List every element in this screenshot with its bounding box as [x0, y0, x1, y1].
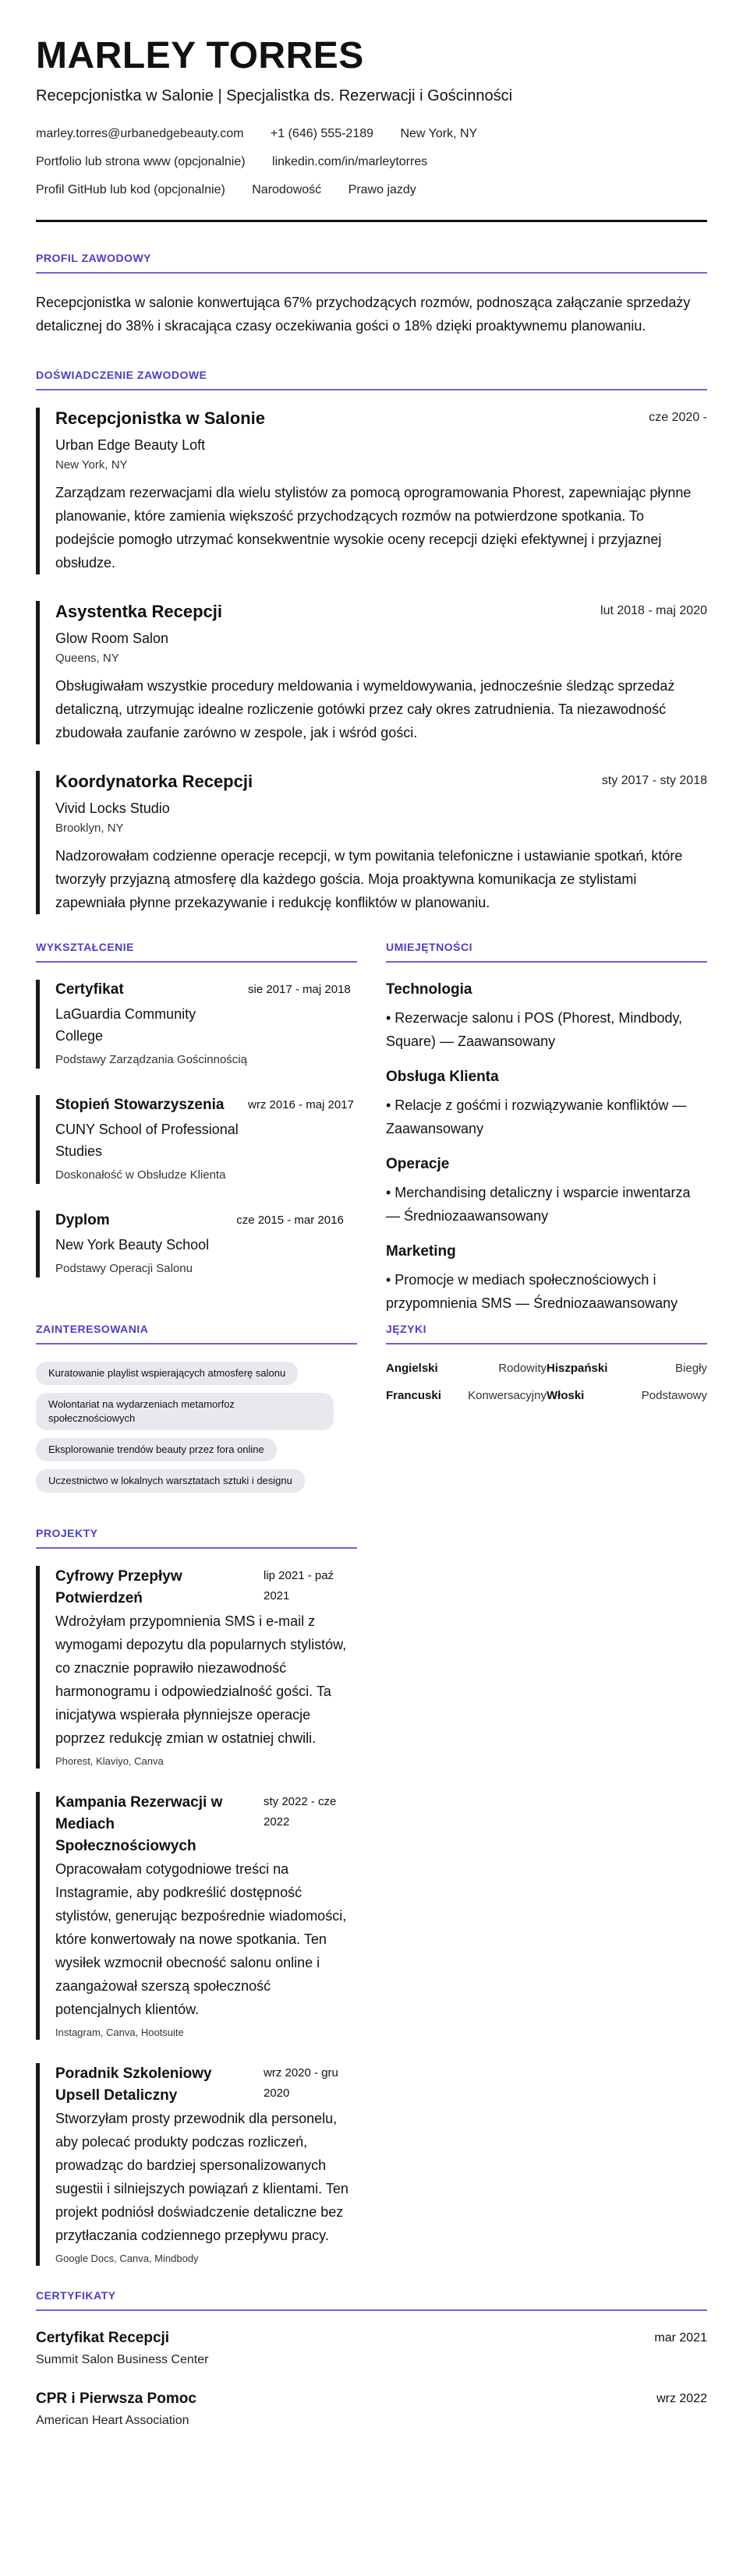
contact-nationality: Narodowość — [252, 183, 322, 196]
job-title: Recepcjonistka w Salonie — [55, 408, 265, 428]
section-title-profile: PROFIL ZAWODOWY — [36, 252, 707, 274]
experience-entry — [36, 408, 707, 574]
contact-portfolio[interactable]: Portfolio lub strona www (opcjonalnie) — [36, 155, 246, 168]
contact-location: New York, NY — [400, 127, 478, 140]
education-school: New York Beauty School — [55, 1237, 210, 1253]
language-level: Rodowity — [498, 1362, 547, 1375]
language-level: Biegły — [675, 1362, 707, 1375]
education-degree: Stopień Stowarzyszenia — [55, 1097, 225, 1113]
project-title: Cyfrowy Przepływ Potwierdzeń — [55, 1568, 182, 1606]
education-date: sie 2017 - maj 2018 — [248, 983, 351, 996]
language-name: Angielski — [386, 1362, 438, 1375]
project-description: Opracowałam cotygodniowe treści na Instagramie, aby podkreślić dostępność stylistów, generując bezpośrednie wiadomości, które konwertowały na nowe spotkania. Ten wysiłek wzmocnił obecność salonu online i zaangażował szerszą społeczność potencjalnych klientów. — [55, 1861, 347, 2017]
candidate-name: MARLEY TORRES — [36, 35, 364, 76]
section-title-projects: PROJEKTY — [36, 1527, 357, 1549]
skill-category: Technologia — [386, 981, 472, 998]
education-degree: Dyplom — [55, 1212, 110, 1228]
section-title-skills: UMIEJĘTNOŚCI — [386, 941, 707, 963]
language-name: Włoski — [547, 1389, 585, 1402]
contact-block — [36, 120, 707, 204]
job-location: New York, NY — [55, 458, 128, 472]
project-date: wrz 2020 - gru 2020 — [264, 2066, 338, 2100]
project-description: Wdrożyłam przypomnienia SMS i e-mail z wymogami depozytu dla popularnych stylistów, co znacznie poprawiło niezawodność harmonogramu i odpowiedzialność gości. Ta inicjatywa wspierała płynniejsze operacje poprzez redukcję zmian w ostatniej chwili. — [55, 1613, 347, 1746]
header-divider — [36, 220, 707, 222]
contact-license: Prawo jazdy — [348, 183, 416, 196]
certification-entry — [36, 2328, 707, 2369]
job-date: sty 2017 - sty 2018 — [601, 774, 707, 787]
languages-column — [386, 1323, 707, 1500]
language-name: Francuski — [386, 1389, 441, 1402]
education-column — [36, 941, 357, 1315]
projects-section — [36, 1527, 357, 2266]
skills-list — [386, 980, 707, 1315]
interest-tag: Kuratowanie playlist wspierających atmosferę salonu — [36, 1362, 298, 1385]
job-title: Koordynatorka Recepcji — [55, 772, 253, 791]
education-skills-row — [36, 941, 707, 1315]
job-description: Zarządzam rezerwacjami dla wielu stylistów za pomocą oprogramowania Phorest, zapewniając płynne planowanie, które zamienia większość przychodzących rozmów na potwierdzone spotkania. To podejście pomogło utrzymać konsekwentnie wysokie oceny recepcji dzięki efektywnej i przyjaznej obsłudze. — [55, 485, 692, 571]
project-entry — [36, 1566, 357, 1769]
project-technologies: Google Docs, Canva, Mindbody — [55, 2253, 199, 2264]
education-date: wrz 2016 - maj 2017 — [248, 1098, 354, 1111]
job-description: Nadzorowałam codzienne operacje recepcji, w tym powitania telefoniczne i ustawianie spotkań, które tworzyły przyjazną atmosferę dla każdego gościa. Moja proaktywna komunikacja ze stylistami zapewniała płynne przekazywanie i redukcję konfliktów w planowaniu. — [55, 848, 683, 910]
skill-category: Obsługa Klienta — [386, 1069, 499, 1085]
job-date: cze 2020 - — [649, 411, 707, 424]
job-location: Queens, NY — [55, 652, 119, 665]
interest-tag: Uczestnictwo w lokalnych warsztatach sztuki i designu — [36, 1469, 305, 1493]
education-field: Podstawy Operacji Salonu — [55, 1262, 193, 1275]
job-date: lut 2018 - maj 2020 — [600, 604, 707, 617]
project-title: Kampania Rezerwacji w Mediach Społecznościowych — [55, 1794, 223, 1854]
skill-item: • Rezerwacje salonu i POS (Phorest, Mindbody, Square) — Zaawansowany — [386, 1010, 683, 1049]
contact-email[interactable]: marley.torres@urbanedgebeauty.com — [36, 127, 244, 140]
section-title-languages: JĘZYKI — [386, 1323, 707, 1345]
candidate-tagline: Recepcjonistka w Salonie | Specjalistka ds. Rezerwacji i Gościnności — [36, 87, 513, 104]
job-location: Brooklyn, NY — [55, 822, 124, 835]
section-title-experience: DOŚWIADCZENIE ZAWODOWE — [36, 369, 707, 390]
certification-entry — [36, 2389, 707, 2429]
section-title-certifications: CERTYFIKATY — [36, 2289, 707, 2311]
job-company: Glow Room Salon — [55, 631, 169, 646]
language-name: Hiszpański — [547, 1362, 608, 1375]
education-school: CUNY School of Professional Studies — [55, 1122, 239, 1159]
education-degree: Certyfikat — [55, 981, 124, 998]
experience-entry — [36, 601, 707, 744]
project-date: sty 2022 - cze 2022 — [264, 1795, 337, 1829]
education-field: Doskonałość w Obsłudze Klienta — [55, 1168, 226, 1182]
certification-issuer: Summit Salon Business Center — [36, 2353, 209, 2366]
skills-column — [386, 941, 707, 1315]
language-level: Podstawowy — [641, 1389, 707, 1402]
certifications-section — [36, 2289, 707, 2429]
job-title: Asystentka Recepcji — [55, 602, 222, 621]
interests-column — [36, 1323, 357, 1500]
project-entry — [36, 2063, 357, 2266]
section-title-education: WYKSZTAŁCENIE — [36, 941, 357, 963]
experience-entry — [36, 771, 707, 914]
interests-tags — [36, 1362, 357, 1500]
certification-date: wrz 2022 — [656, 2392, 707, 2405]
project-title: Poradnik Szkoleniowy Upsell Detaliczny — [55, 2065, 212, 2104]
job-description: Obsługiwałam wszystkie procedury meldowania i wymeldowywania, jednocześnie śledząc sprzedaż detaliczną, utrzymując idealne rozliczenie gotówki przez cały okres zatrudnienia. Ta niezawodność zbudowała zaufanie zarówno w zespole, jak i wśród gości. — [55, 678, 675, 740]
education-entry — [36, 980, 357, 1069]
certification-issuer: American Heart Association — [36, 2414, 189, 2427]
skill-category: Operacje — [386, 1156, 450, 1172]
job-company: Urban Edge Beauty Loft — [55, 437, 206, 453]
interest-tag: Wolontariat na wydarzeniach metamorfoz społecznościowych — [36, 1393, 334, 1430]
certification-name: CPR i Pierwsza Pomoc — [36, 2390, 196, 2407]
language-level: Konwersacyjny — [468, 1389, 547, 1402]
skill-category: Marketing — [386, 1243, 456, 1260]
education-field: Podstawy Zarządzania Gościnnością — [55, 1053, 247, 1066]
languages-grid — [386, 1362, 707, 1402]
skill-item: • Relacje z gośćmi i rozwiązywanie konfliktów — Zaawansowany — [386, 1097, 687, 1136]
certification-date: mar 2021 — [654, 2331, 707, 2345]
project-entry — [36, 1792, 357, 2040]
section-title-interests: ZAINTERESOWANIA — [36, 1323, 357, 1345]
skill-item: • Promocje w mediach społecznościowych i przypomnienia SMS — Średniozaawansowany — [386, 1272, 678, 1311]
education-date: cze 2015 - mar 2016 — [236, 1214, 344, 1227]
contact-github[interactable]: Profil GitHub lub kod (opcjonalnie) — [36, 183, 225, 196]
profile-summary: Recepcjonistka w salonie konwertująca 67% przychodzących rozmów, podnosząca załączanie sprzedaży detalicznej do 38% i skracająca czasy oczekiwania gości o 18% dzięki proaktywnemu planowaniu. — [36, 295, 691, 334]
skill-item: • Merchandising detaliczny i wsparcie inwentarza — Średniozaawansowany — [386, 1185, 691, 1224]
contact-linkedin[interactable]: linkedin.com/in/marleytorres — [272, 155, 428, 168]
education-entry — [36, 1210, 357, 1277]
project-description: Stworzyłam prosty przewodnik dla personelu, aby polecać produkty podczas rozliczeń, prowadząc do bardziej spersonalizowanych sugestii i silniejszych powiązań z klientami. Ten projekt podniósł doświadczenie detaliczne bez przytłaczania codziennego przepływu pracy. — [55, 2111, 349, 2243]
project-date: lip 2021 - paź 2021 — [264, 1569, 334, 1602]
education-school: LaGuardia Community College — [55, 1006, 196, 1044]
project-technologies: Phorest, Klaviyo, Canva — [55, 1755, 164, 1767]
interests-languages-row — [36, 1323, 707, 1500]
interest-tag: Eksplorowanie trendów beauty przez fora online — [36, 1438, 277, 1461]
education-entry — [36, 1095, 357, 1184]
contact-phone[interactable]: +1 (646) 555-2189 — [270, 127, 374, 140]
certification-name: Certyfikat Recepcji — [36, 2330, 170, 2346]
project-technologies: Instagram, Canva, Hootsuite — [55, 2027, 184, 2038]
job-company: Vivid Locks Studio — [55, 800, 170, 816]
